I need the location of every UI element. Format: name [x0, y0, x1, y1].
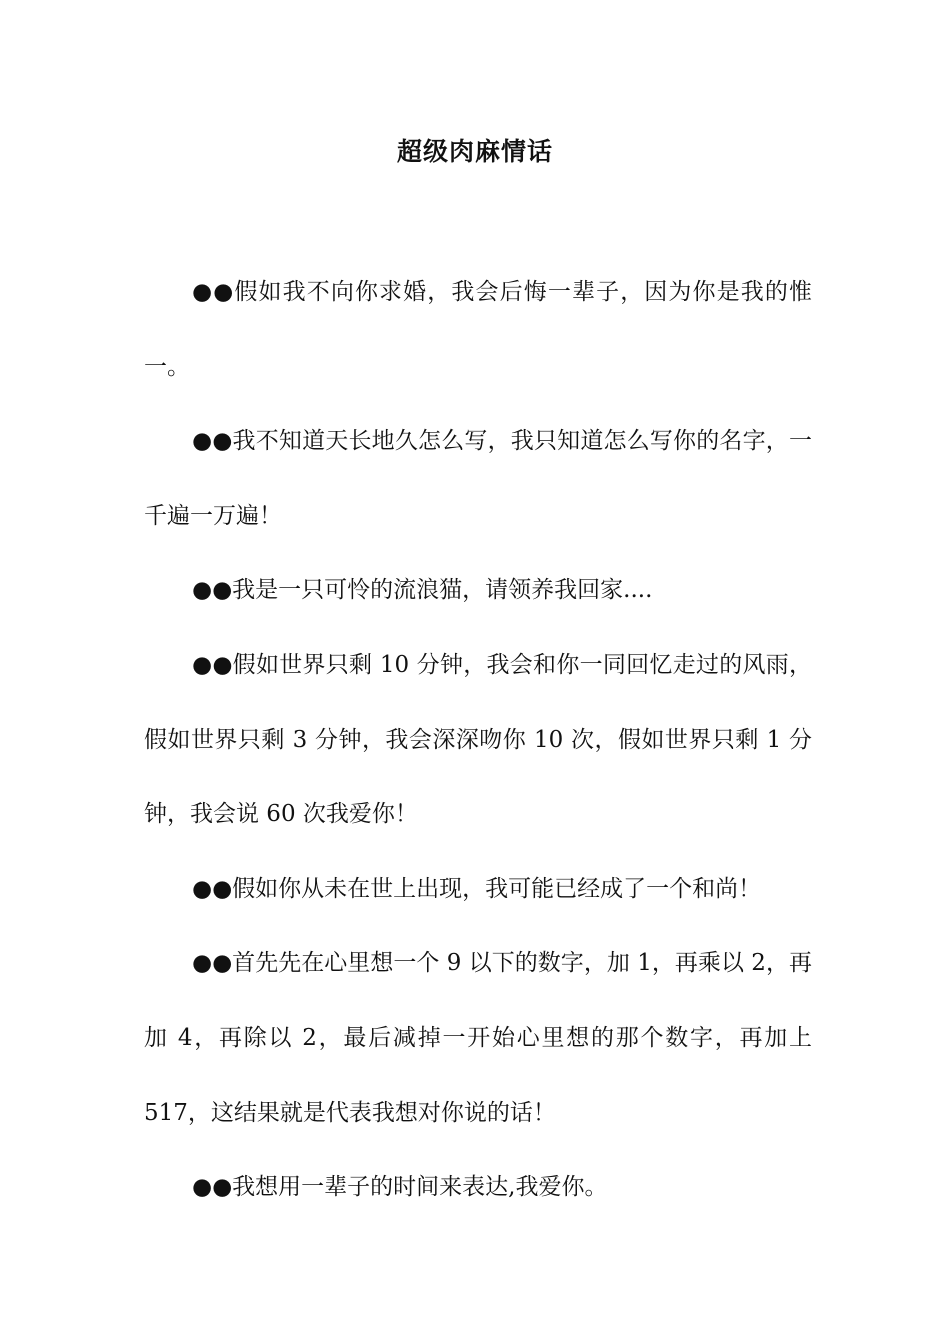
- paragraph-6: ●●首先先在心里想一个 9 以下的数字，加 1，再乘以 2，再加 4，再除以 2，最后减掉一开始心里想的那个数字，再加上 517，这结果就是代表我想对你说的话！: [144, 950, 812, 1126]
- paragraph-4: ●●假如世界只剩 10 分钟，我会和你一同回忆走过的风雨，假如世界只剩 3 分钟，我会深深吻你 10 次，假如世界只剩 1 分钟，我会说 60 次我爱你！: [144, 651, 812, 828]
- paragraph-7: ●●我想用一辈子的时间来表达,我爱你。: [192, 1174, 608, 1201]
- paragraph-1: ●●假如我不向你求婚，我会后悔一辈子，因为你是我的惟一。: [144, 279, 812, 380]
- paragraph-3: ●●我是一只可怜的流浪猫，请领养我回家....: [192, 577, 653, 604]
- document-title: 超级肉麻情话: [396, 137, 553, 166]
- paragraph-5: ●●假如你从未在世上出现，我可能已经成了一个和尚！: [192, 875, 762, 902]
- document-body: [144, 255, 812, 1225]
- paragraph-2: ●●我不知道天长地久怎么写，我只知道怎么写你的名字，一千遍一万遍！: [144, 428, 812, 529]
